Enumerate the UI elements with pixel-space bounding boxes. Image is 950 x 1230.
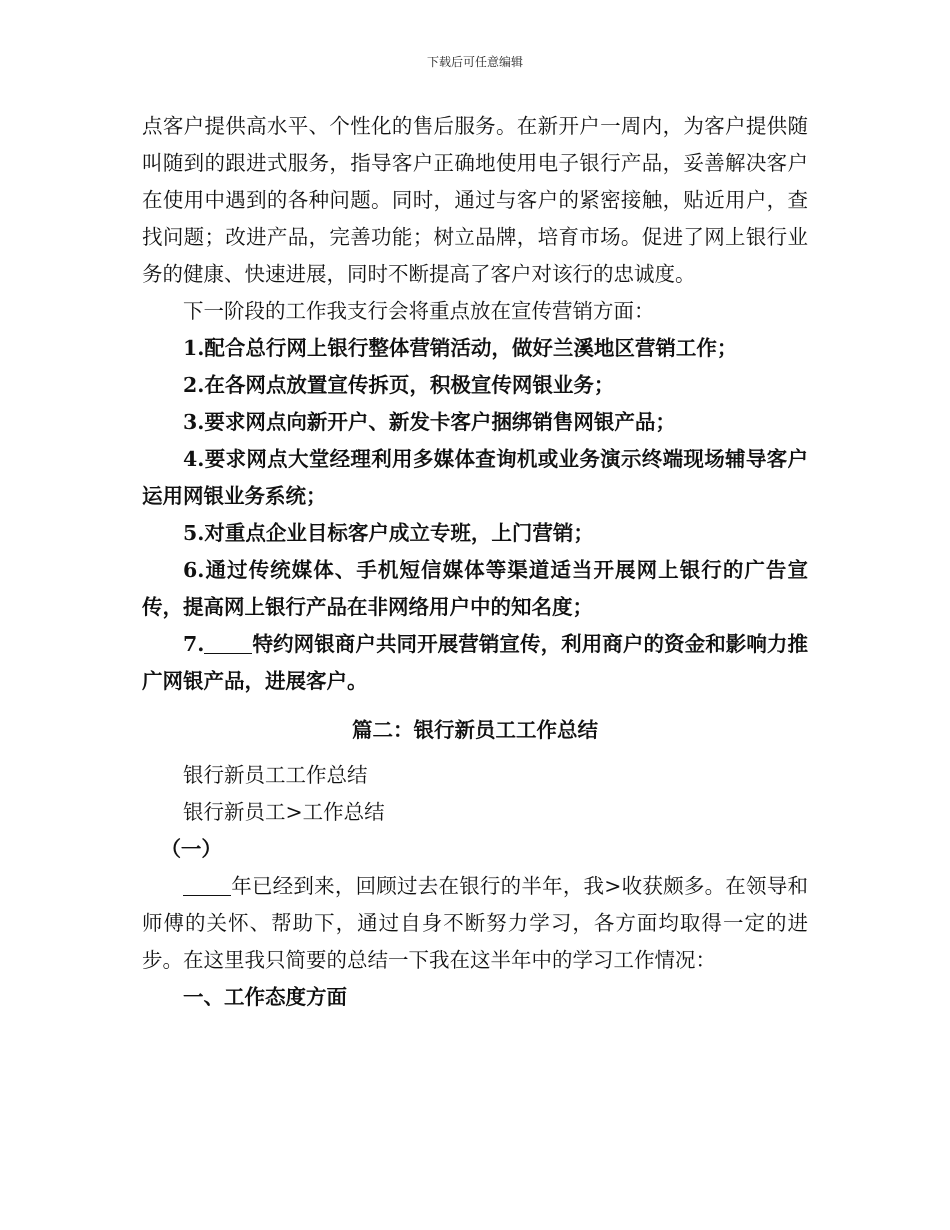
list-item: 5.对重点企业目标客户成立专班，上门营销； <box>183 521 594 545</box>
subtitle-1: 银行新员工工作总结 <box>183 763 368 787</box>
list-item: 2.在各网点放置宣传拆页，积极宣传网银业务； <box>183 373 615 397</box>
blank-line <box>183 875 231 896</box>
list-item-7-text: 特约网银商户共同开展营销宣传，利用商户的资金和影响力推广网银产品，进展客户。 <box>142 632 808 693</box>
page-header: 下载后可任意编辑 <box>426 55 523 69</box>
paragraph-summary <box>142 868 808 979</box>
list-item-7-number: 7. <box>183 632 205 656</box>
list-item: 3.要求网点向新开户、新发卡客户捆绑销售网银产品； <box>183 410 676 434</box>
paragraph-next-stage: 下一阶段的工作我支行会将重点放在宣传营销方面： <box>183 299 655 323</box>
heading-work-attitude: 一、工作态度方面 <box>183 985 347 1009</box>
list-item: 4.要求网点大堂经理利用多媒体查询机或业务演示终端现场辅导客户运用网银业务系统； <box>142 447 808 508</box>
paragraph-summary-text: 年已经到来，回顾过去在银行的半年，我>收获颇多。在领导和师傅的关怀、帮助下，通过自身不断努力学习，各方面均取得一定的进步。在这里我只简要的总结一下我在这半年中的学习工作情况： <box>142 874 808 972</box>
paragraph-service: 点客户提供高水平、个性化的售后服务。在新开户一周内，为客户提供随叫随到的跟进式服务，指导客户正确地使用电子银行产品，妥善解决客户在使用中遇到的各种问题。同时，通过与客户的紧密接触，贴近用户，查找问题；改进产品，完善功能；树立品牌，培育市场。促进了网上银行业务的健康、快速进展，同时不断提高了客户对该行的忠诚度。 <box>142 114 808 286</box>
list-item-7 <box>142 626 808 700</box>
section-title: 篇二：银行新员工工作总结 <box>352 718 598 742</box>
subtitle-2: 银行新员工>工作总结 <box>183 800 385 824</box>
list-item: 6.通过传统媒体、手机短信媒体等渠道适当开展网上银行的广告宣传，提高网上银行产品在非网络用户中的知名度； <box>142 558 808 619</box>
section-number: （一） <box>160 837 222 861</box>
list-item: 1.配合总行网上银行整体营销活动，做好兰溪地区营销工作； <box>183 336 738 360</box>
document-body <box>142 108 808 1016</box>
blank-line <box>204 633 252 654</box>
